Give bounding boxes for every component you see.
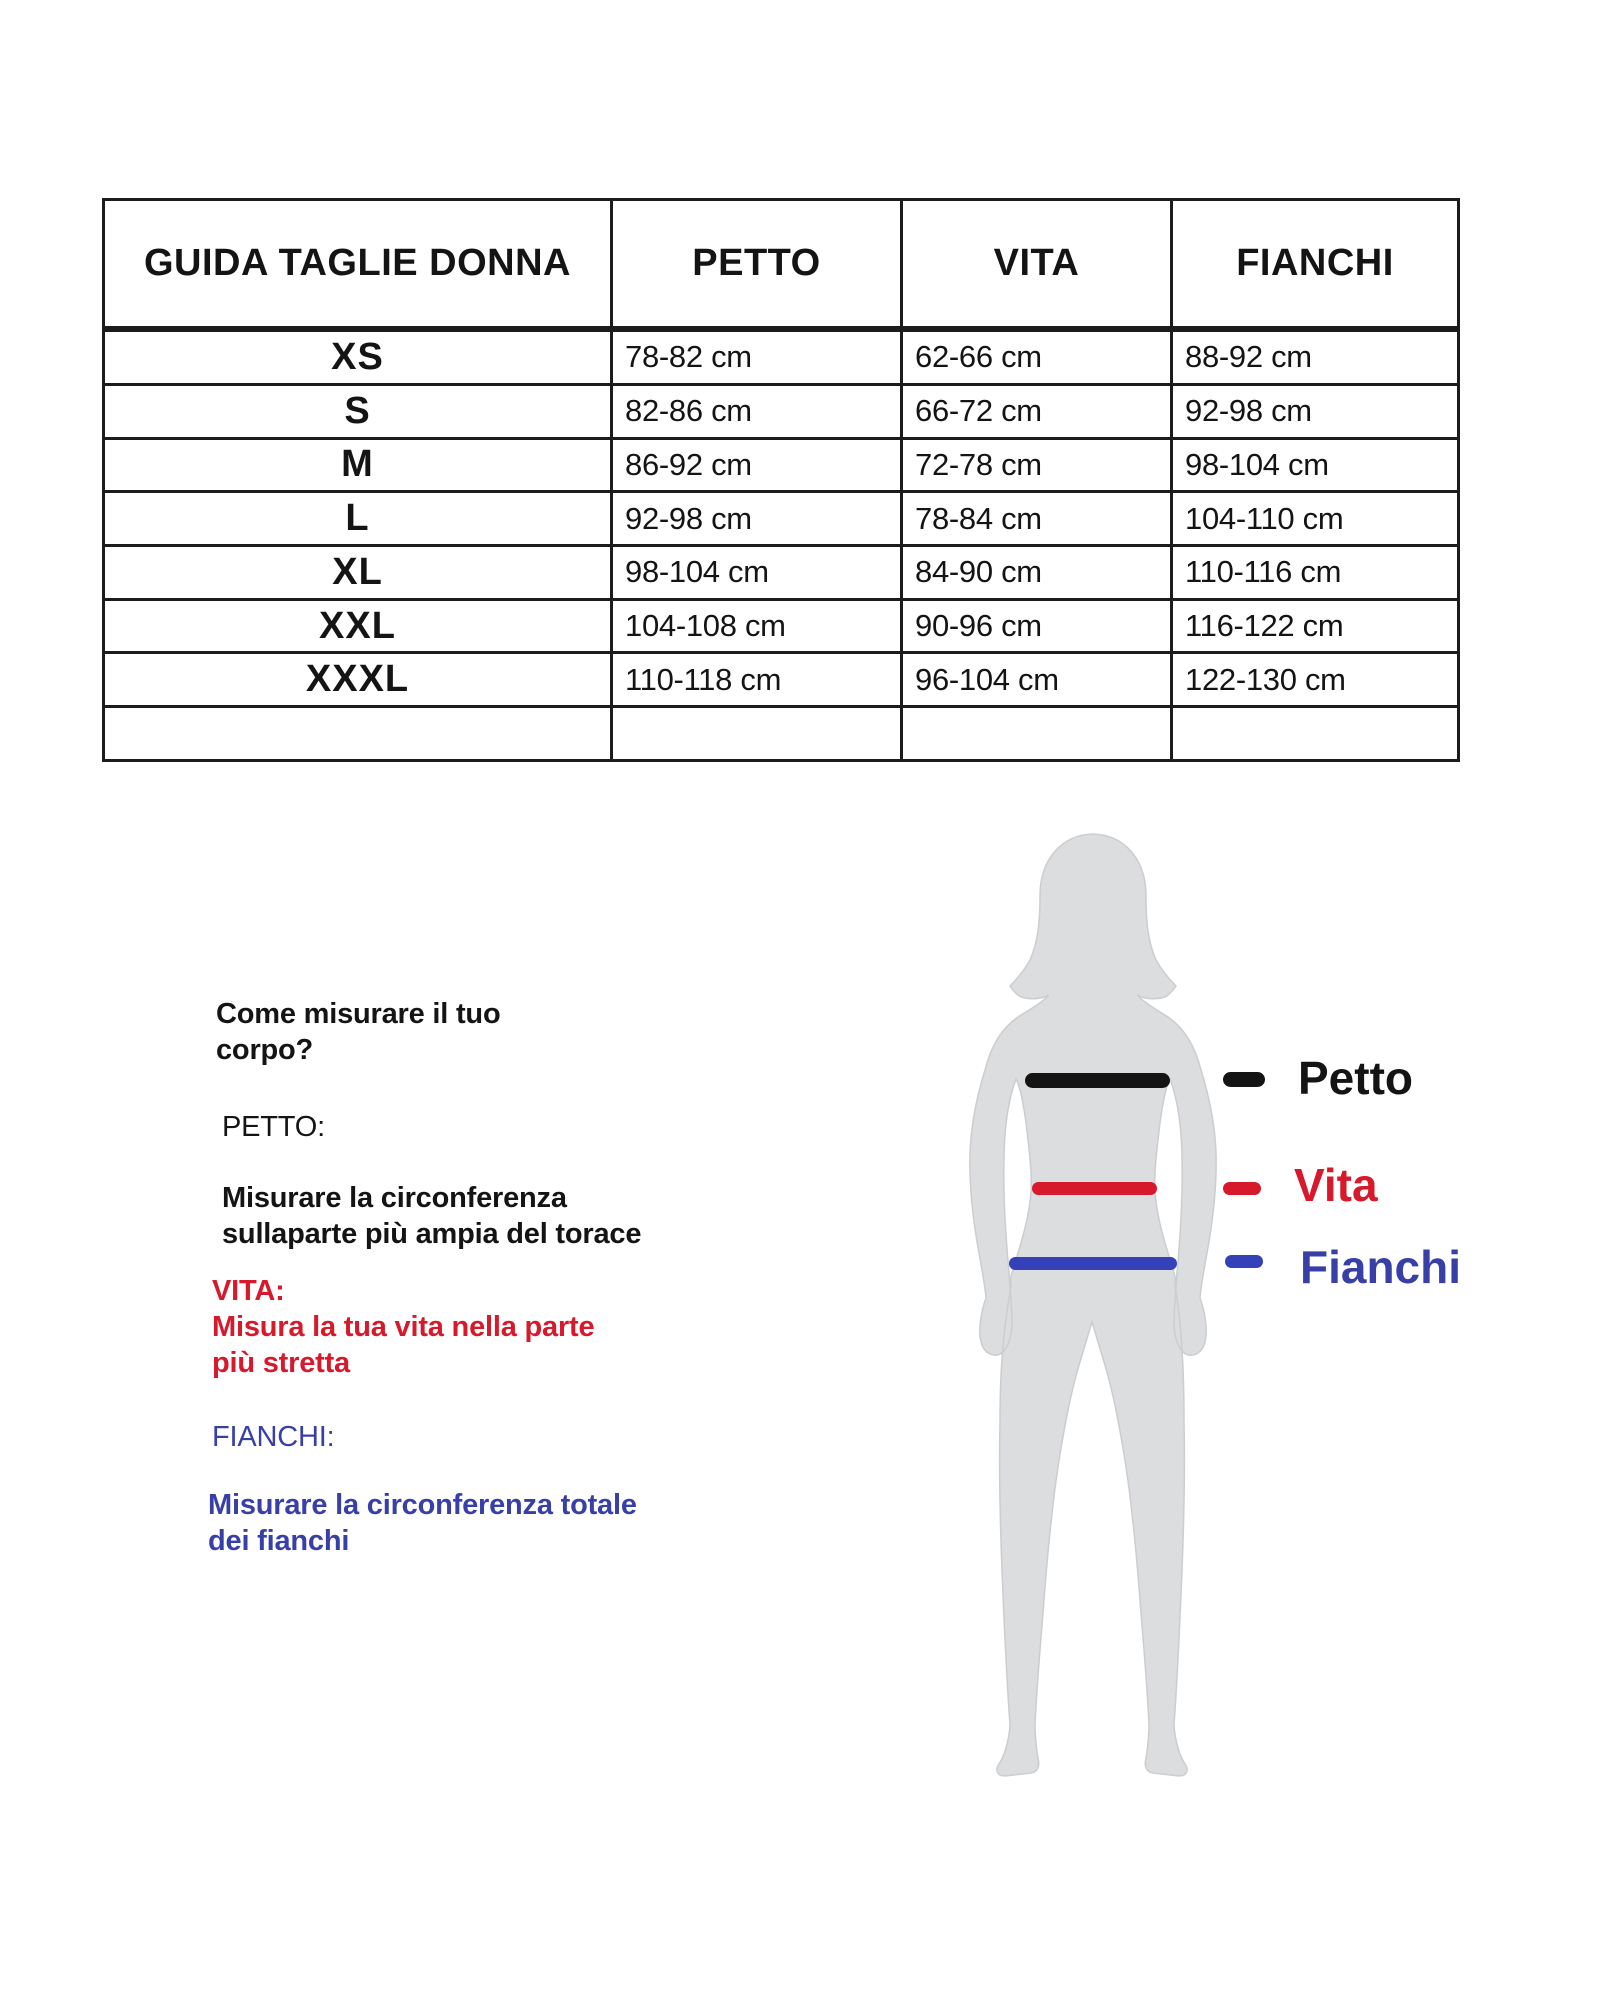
size-table-body (104, 329, 1459, 761)
petto-cell: 86-92 cm (612, 438, 902, 492)
vita-measure-bar (1032, 1182, 1157, 1195)
fianchi-cell: 98-104 cm (1172, 438, 1459, 492)
vita-instruction-block: VITA: Misura la tua vita nella parte più stretta (212, 1275, 595, 1379)
table-row (104, 438, 1459, 492)
vita-legend-label: Vita (1294, 1159, 1378, 1211)
vita-legend-dash (1223, 1182, 1261, 1195)
table-row (104, 329, 1459, 384)
size-cell: L (104, 492, 612, 546)
size-cell: XXXL (104, 653, 612, 707)
table-row (104, 384, 1459, 438)
petto-legend-label: Petto (1298, 1052, 1413, 1104)
table-header-row (104, 200, 1459, 330)
table-row (104, 599, 1459, 653)
fianchi-cell: 122-130 cm (1172, 653, 1459, 707)
fianchi-legend-label: Fianchi (1300, 1241, 1462, 1293)
vita-cell (902, 707, 1172, 761)
fianchi-cell: 116-122 cm (1172, 599, 1459, 653)
vita-cell: 84-90 cm (902, 546, 1172, 600)
petto-legend-dash (1223, 1072, 1265, 1087)
petto-instruction-label: PETTO: (222, 1111, 326, 1143)
vita-cell: 78-84 cm (902, 492, 1172, 546)
fianchi-legend-dash (1225, 1255, 1263, 1268)
vita-cell: 66-72 cm (902, 384, 1172, 438)
instructions-title-line: corpo? (216, 1034, 314, 1066)
header-size-guide: GUIDA TAGLIE DONNA (104, 200, 612, 330)
instructions-title-line: Come misurare il tuo (216, 998, 501, 1030)
fianchi-cell (1172, 707, 1459, 761)
header-vita: VITA (902, 200, 1172, 330)
vita-cell: 96-104 cm (902, 653, 1172, 707)
table-row (104, 653, 1459, 707)
female-body-silhouette (933, 820, 1253, 1810)
fianchi-cell: 110-116 cm (1172, 546, 1459, 600)
header-fianchi: FIANCHI (1172, 200, 1459, 330)
fianchi-cell: 104-110 cm (1172, 492, 1459, 546)
vita-instruction-label: VITA: (212, 1275, 285, 1307)
size-guide-table (102, 198, 1460, 762)
petto-cell: 110-118 cm (612, 653, 902, 707)
instructions-title (216, 996, 500, 1068)
petto-instruction-text: Misurare la circonferenza sullaparte più ampia del torace (222, 1182, 642, 1250)
table-row (104, 546, 1459, 600)
header-petto: PETTO (612, 200, 902, 330)
size-cell: M (104, 438, 612, 492)
fianchi-cell: 88-92 cm (1172, 329, 1459, 384)
vita-cell: 90-96 cm (902, 599, 1172, 653)
fianchi-instruction-label: FIANCHI: (212, 1421, 335, 1453)
fianchi-cell: 92-98 cm (1172, 384, 1459, 438)
fianchi-instruction-text: Misurare la circonferenza totale dei fianchi (208, 1489, 637, 1557)
size-cell (104, 707, 612, 761)
petto-cell: 78-82 cm (612, 329, 902, 384)
table-row (104, 492, 1459, 546)
petto-cell: 82-86 cm (612, 384, 902, 438)
size-cell: S (104, 384, 612, 438)
fianchi-measure-bar (1009, 1257, 1177, 1270)
size-cell: XL (104, 546, 612, 600)
petto-measure-bar (1025, 1073, 1170, 1088)
petto-cell (612, 707, 902, 761)
petto-cell: 98-104 cm (612, 546, 902, 600)
vita-cell: 72-78 cm (902, 438, 1172, 492)
petto-cell: 104-108 cm (612, 599, 902, 653)
size-cell: XXL (104, 599, 612, 653)
table-row (104, 707, 1459, 761)
size-cell: XS (104, 329, 612, 384)
vita-cell: 62-66 cm (902, 329, 1172, 384)
petto-cell: 92-98 cm (612, 492, 902, 546)
